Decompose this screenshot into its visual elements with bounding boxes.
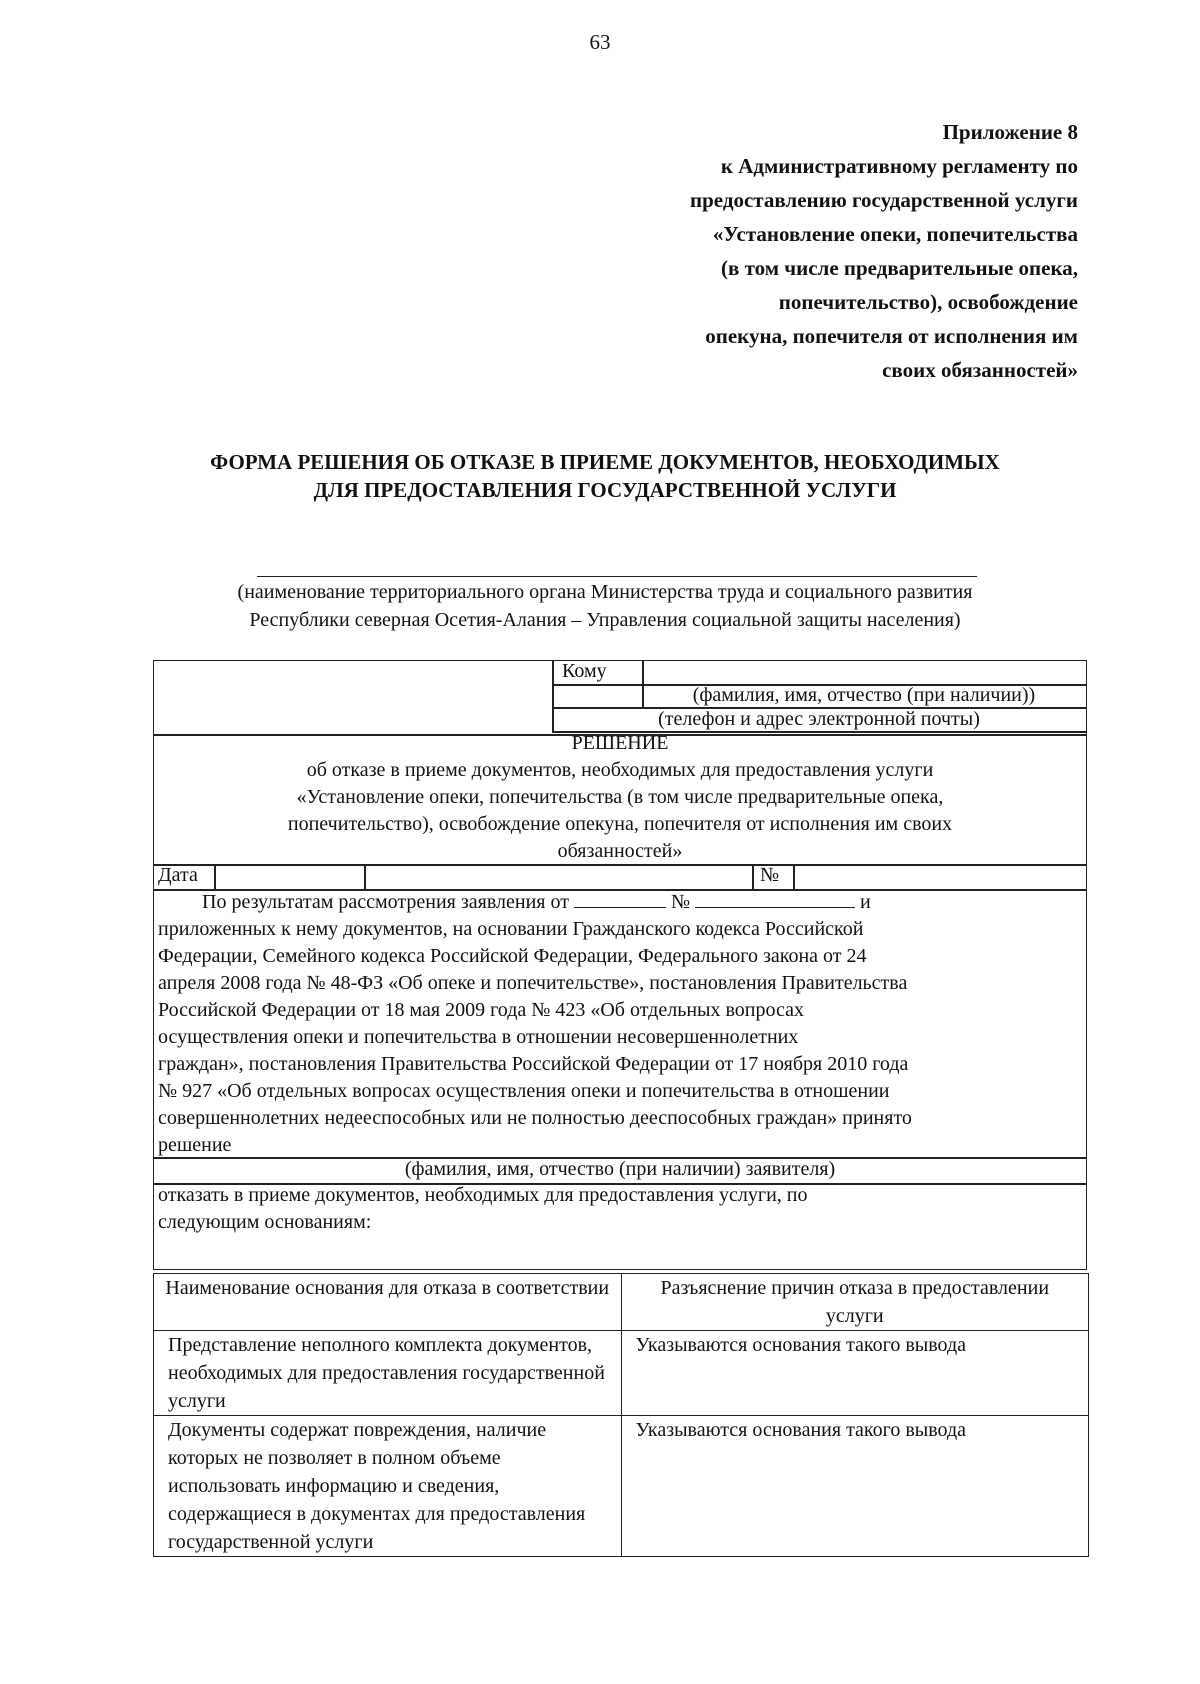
date-row-divider: [214, 864, 216, 890]
body-line: приложенных к нему документов, на основании Гражданского кодекса Российской: [158, 918, 864, 940]
body-first-line: [202, 888, 871, 916]
appendix-line: попечительство), освобождение: [778, 290, 1078, 314]
org-caption: [130, 578, 1080, 634]
explanation-cell: Указываются основания такого вывода: [621, 1416, 1089, 1557]
table-row: [154, 1331, 1089, 1416]
appendix-line: «Установление опеки, попечительства: [712, 222, 1078, 246]
page-number: 63: [589, 30, 611, 54]
org-caption-line: (наименование территориального органа Министерства труда и социального развития: [237, 581, 973, 603]
reason-cell: Представление неполного комплекта документов, необходимых для предоставления государственной услуги: [154, 1331, 622, 1416]
date-row-divider: [752, 864, 754, 890]
decision-subtitle-line: обязанностей»: [557, 840, 683, 862]
reasons-header-cell: Наименование основания для отказа в соответствии: [154, 1274, 622, 1331]
appendix-line: своих обязанностей»: [882, 358, 1078, 382]
appendix-line: Приложение 8: [942, 120, 1078, 144]
date-row-divider: [364, 864, 366, 890]
number-label: №: [760, 864, 780, 886]
body-line: осуществления опеки и попечительства в отношении несовершеннолетних: [158, 1026, 799, 1048]
explanation-cell: Указываются основания такого вывода: [621, 1331, 1089, 1416]
decision-subtitle-line: «Установление опеки, попечительства (в том числе предварительные опека,: [296, 786, 944, 808]
appendix-block: [558, 115, 1078, 387]
body-line: Федерации, Семейного кодекса Российской Федерации, Федерального закона от 24: [158, 945, 867, 967]
recipient-name-caption: (фамилия, имя, отчество (при наличии)): [692, 684, 1036, 706]
body-line: решение: [158, 1134, 232, 1156]
to-label: Кому: [562, 660, 607, 682]
form-title-line: ДЛЯ ПРЕДОСТАВЛЕНИЯ ГОСУДАРСТВЕННОЙ УСЛУГИ: [313, 478, 897, 502]
reasons-header-cell: Разъяснение причин отказа в предоставлении услуги: [621, 1274, 1089, 1331]
recipient-contact-caption: (телефон и адрес электронной почты): [658, 708, 980, 730]
refuse-line: следующим основаниям:: [158, 1211, 372, 1233]
body-line: апреля 2008 года № 48-ФЗ «Об опеке и попечительстве», постановления Правительства: [158, 972, 908, 994]
body-line: № 927 «Об отдельных вопросах осуществления опеки и попечительства в отношении: [158, 1080, 890, 1102]
form-title-line: ФОРМА РЕШЕНИЯ ОБ ОТКАЗЕ В ПРИЕМЕ ДОКУМЕНТОВ, НЕОБХОДИМЫХ: [210, 450, 1000, 474]
org-name-field-line: [257, 576, 977, 577]
date-row-divider: [793, 864, 795, 890]
body-first-line-end: и: [860, 891, 871, 913]
appendix-line: опекуна, попечителя от исполнения им: [705, 324, 1078, 348]
body-line: совершеннолетних недееспособных или не полностью дееспособных граждан» принято: [158, 1107, 912, 1129]
body-first-line-no: №: [670, 891, 691, 913]
refuse-line: отказать в приеме документов, необходимых для предоставления услуги, по: [158, 1184, 808, 1206]
date-label: Дата: [158, 864, 198, 886]
appendix-line: (в том числе предварительные опека,: [721, 256, 1078, 280]
form-title: [130, 448, 1080, 504]
appendix-line: предоставлению государственной услуги: [690, 188, 1078, 212]
decision-heading: РЕШЕНИЕ: [571, 732, 669, 754]
application-date-blank: [574, 889, 666, 908]
body-line: граждан», постановления Правительства Российской Федерации от 17 ноября 2010 года: [158, 1053, 909, 1075]
decision-subtitle-line: об отказе в приеме документов, необходимых для предоставления услуги: [306, 759, 934, 781]
reason-cell: Документы содержат повреждения, наличие которых не позволяет в полном объеме использовать информацию и сведения, содержащиеся в документах для предоставления государственной услуги: [154, 1416, 622, 1557]
reasons-header-row: [154, 1274, 1089, 1331]
application-number-blank: [695, 889, 855, 908]
body-first-line-prefix: По результатам рассмотрения заявления от: [202, 891, 569, 913]
decision-form-box: [153, 660, 1087, 1270]
decision-subtitle-line: попечительство), освобождение опекуна, попечителя от исполнения им своих: [287, 813, 953, 835]
date-row-top: [154, 864, 1086, 866]
org-caption-line: Республики северная Осетия-Алания – Управления социальной защиты населения): [249, 609, 961, 631]
applicant-caption: (фамилия, имя, отчество (при наличии) заявителя): [404, 1158, 836, 1180]
table-row: [154, 1416, 1089, 1557]
reasons-table: [153, 1273, 1089, 1557]
appendix-line: к Административному регламенту по: [720, 154, 1078, 178]
body-line: Российской Федерации от 18 мая 2009 года № 423 «Об отдельных вопросах: [158, 999, 804, 1021]
